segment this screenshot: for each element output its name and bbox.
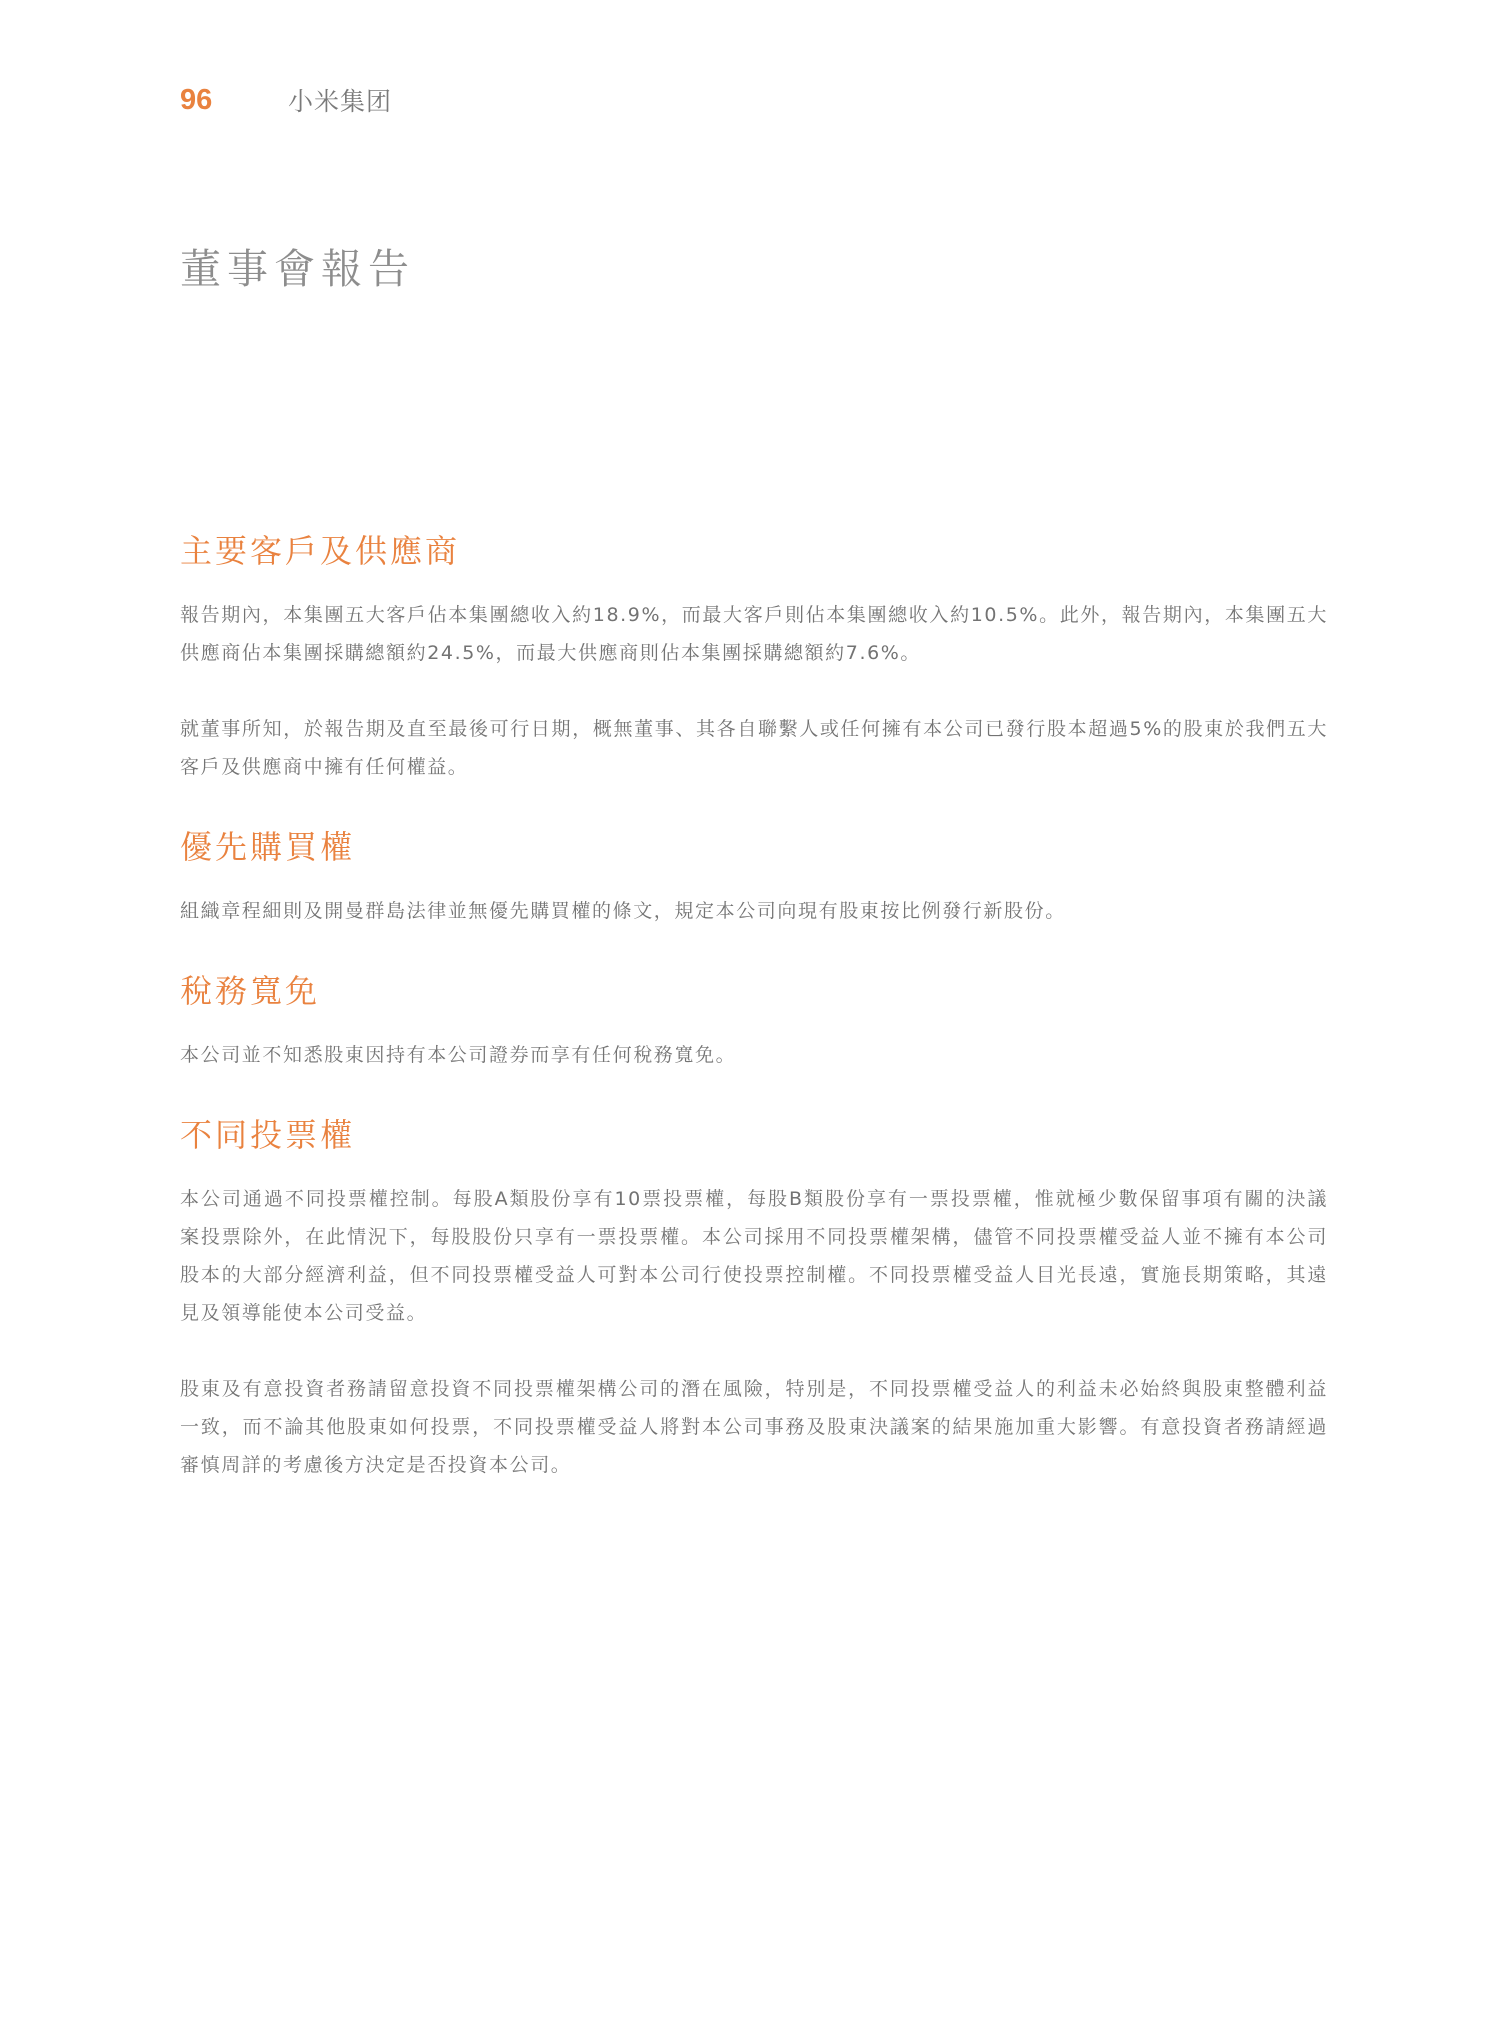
section-weighted-voting-rights — [180, 1110, 1328, 1484]
page-number: 96 — [180, 83, 213, 116]
paragraph: 報告期內，本集團五大客戶佔本集團總收入約18.9%，而最大客戶則佔本集團總收入約10.5%。此外，報告期內，本集團五大供應商佔本集團採購總額約24.5%，而最大供應商則佔本集團採購總額約7.6%。 — [180, 604, 1328, 664]
section-pre-emptive-rights — [180, 822, 1328, 930]
section-heading: 主要客戶及供應商 — [180, 532, 461, 570]
paragraph: 股東及有意投資者務請留意投資不同投票權架構公司的潛在風險，特別是，不同投票權受益人的利益未必始終與股東整體利益一致，而不論其他股東如何投票，不同投票權受益人將對本公司事務及股東決議案的結果施加重大影響。有意投資者務請經過審慎周詳的考慮後方決定是否投資本公司。 — [180, 1378, 1328, 1476]
paragraph: 本公司並不知悉股東因持有本公司證券而享有任何稅務寬免。 — [180, 1044, 737, 1066]
section-tax-relief — [180, 966, 1328, 1074]
page-header — [180, 80, 392, 120]
section-heading: 優先購買權 — [180, 828, 356, 866]
paragraph: 就董事所知，於報告期及直至最後可行日期，概無董事、其各自聯繫人或任何擁有本公司已發行股本超過5%的股東於我們五大客戶及供應商中擁有任何權益。 — [180, 718, 1328, 778]
section-heading: 不同投票權 — [180, 1116, 356, 1154]
report-title: 董事會報告 — [180, 245, 415, 293]
paragraph: 本公司通過不同投票權控制。每股A類股份享有10票投票權，每股B類股份享有一票投票權，惟就極少數保留事項有關的決議案投票除外，在此情況下，每股股份只享有一票投票權。本公司採用不同投票權架構，儘管不同投票權受益人並不擁有本公司股本的大部分經濟利益，但不同投票權受益人可對本公司行使投票控制權。不同投票權受益人目光長遠，實施長期策略，其遠見及領導能使本公司受益。 — [180, 1188, 1328, 1324]
section-major-customers-suppliers — [180, 526, 1328, 786]
section-heading: 稅務寬免 — [180, 972, 321, 1010]
report-content — [180, 526, 1328, 1484]
paragraph: 組織章程細則及開曼群島法律並無優先購買權的條文，規定本公司向現有股東按比例發行新股份。 — [180, 900, 1066, 922]
company-name: 小米集团 — [288, 87, 393, 116]
